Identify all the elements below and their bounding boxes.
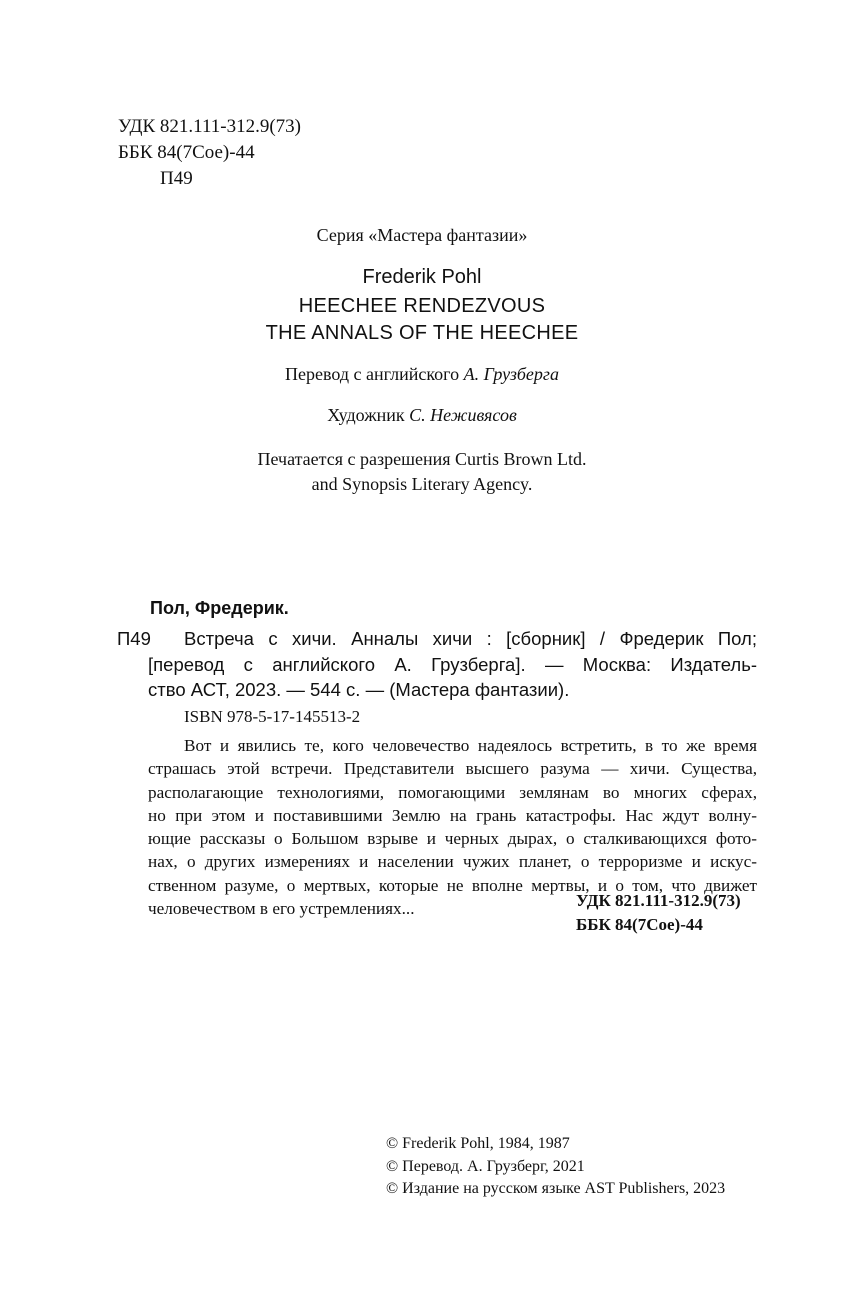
artist-prefix: Художник [327, 405, 405, 425]
copyright-line: © Frederik Pohl, 1984, 1987 [386, 1135, 570, 1152]
annotation-line: нах, о других измерениях и населении чужих планет, о терроризме и искус- [148, 852, 757, 872]
artist-line [0, 405, 844, 426]
series-line: Серия «Мастера фантазии» [316, 225, 528, 245]
translation-line [0, 364, 844, 385]
bib-line-3: ство АСТ, 2023. — 544 с. — (Мастера фантазии). [148, 679, 570, 700]
copyright-block [386, 1133, 725, 1201]
permission-line-2: and Synopsis Literary Agency. [311, 474, 533, 494]
annotation-line: Вот и явились те, кого человечество надеялось встретить, в то же время [184, 736, 757, 755]
artist-name: С. Неживясов [409, 405, 517, 425]
translator-name: А. Грузберга [463, 364, 559, 384]
bib-record [148, 626, 757, 703]
bottom-udk-code: УДК 821.111-312.9(73) [576, 891, 741, 910]
bib-line-2: [перевод с английского А. Грузберга]. — Москва: Издатель- [148, 653, 757, 675]
permission-line-1: Печатается с разрешения Curtis Brown Ltd. [257, 449, 587, 469]
permission-block [0, 447, 844, 497]
original-author: Frederik Pohl [362, 266, 482, 288]
bib-sign: П49 [117, 628, 151, 649]
translation-prefix: Перевод с английского [285, 364, 460, 384]
annotation-line: человечеством в его устремлениях... [148, 899, 415, 919]
bottom-codes-block [576, 889, 741, 937]
annotation-line: располагающие технологиями, помогающими землянам во многих сферах, [148, 782, 757, 802]
annotation-line: страшась этой встречи. Представители высшего разума — хичи. Существа, [148, 759, 757, 779]
isbn: ISBN 978-5-17-145513-2 [184, 707, 361, 726]
top-codes-block [118, 114, 301, 192]
annotation-line: но при этом и поставившими Землю на грань катастрофы. Нас ждут волну- [148, 805, 757, 825]
bib-author-heading: Пол, Фредерик. [150, 598, 289, 618]
original-title-1: HEECHEE RENDEZVOUS [298, 295, 546, 317]
bib-line-1: Встреча с хичи. Анналы хичи : [сборник] / Фредерик Пол; [184, 628, 757, 649]
author-sign: П49 [160, 168, 193, 189]
annotation-line: ющие рассказы о Большом взрыве и черных дырах, о сталкивающихся фото- [148, 829, 757, 849]
annotation-line: ственном разуме, о мертвых, которые не вполне мертвы, и о том, что движет [148, 875, 757, 895]
bbk-code: ББК 84(7Сое)-44 [118, 142, 255, 163]
copyright-line: © Издание на русском языке AST Publishers, 2023 [386, 1180, 726, 1197]
original-title-2: THE ANNALS OF THE HEECHEE [265, 322, 579, 344]
bottom-bbk-code: ББК 84(7Сое)-44 [576, 915, 703, 934]
udk-code: УДК 821.111-312.9(73) [118, 116, 301, 137]
copyright-line: © Перевод. А. Грузберг, 2021 [386, 1157, 585, 1175]
